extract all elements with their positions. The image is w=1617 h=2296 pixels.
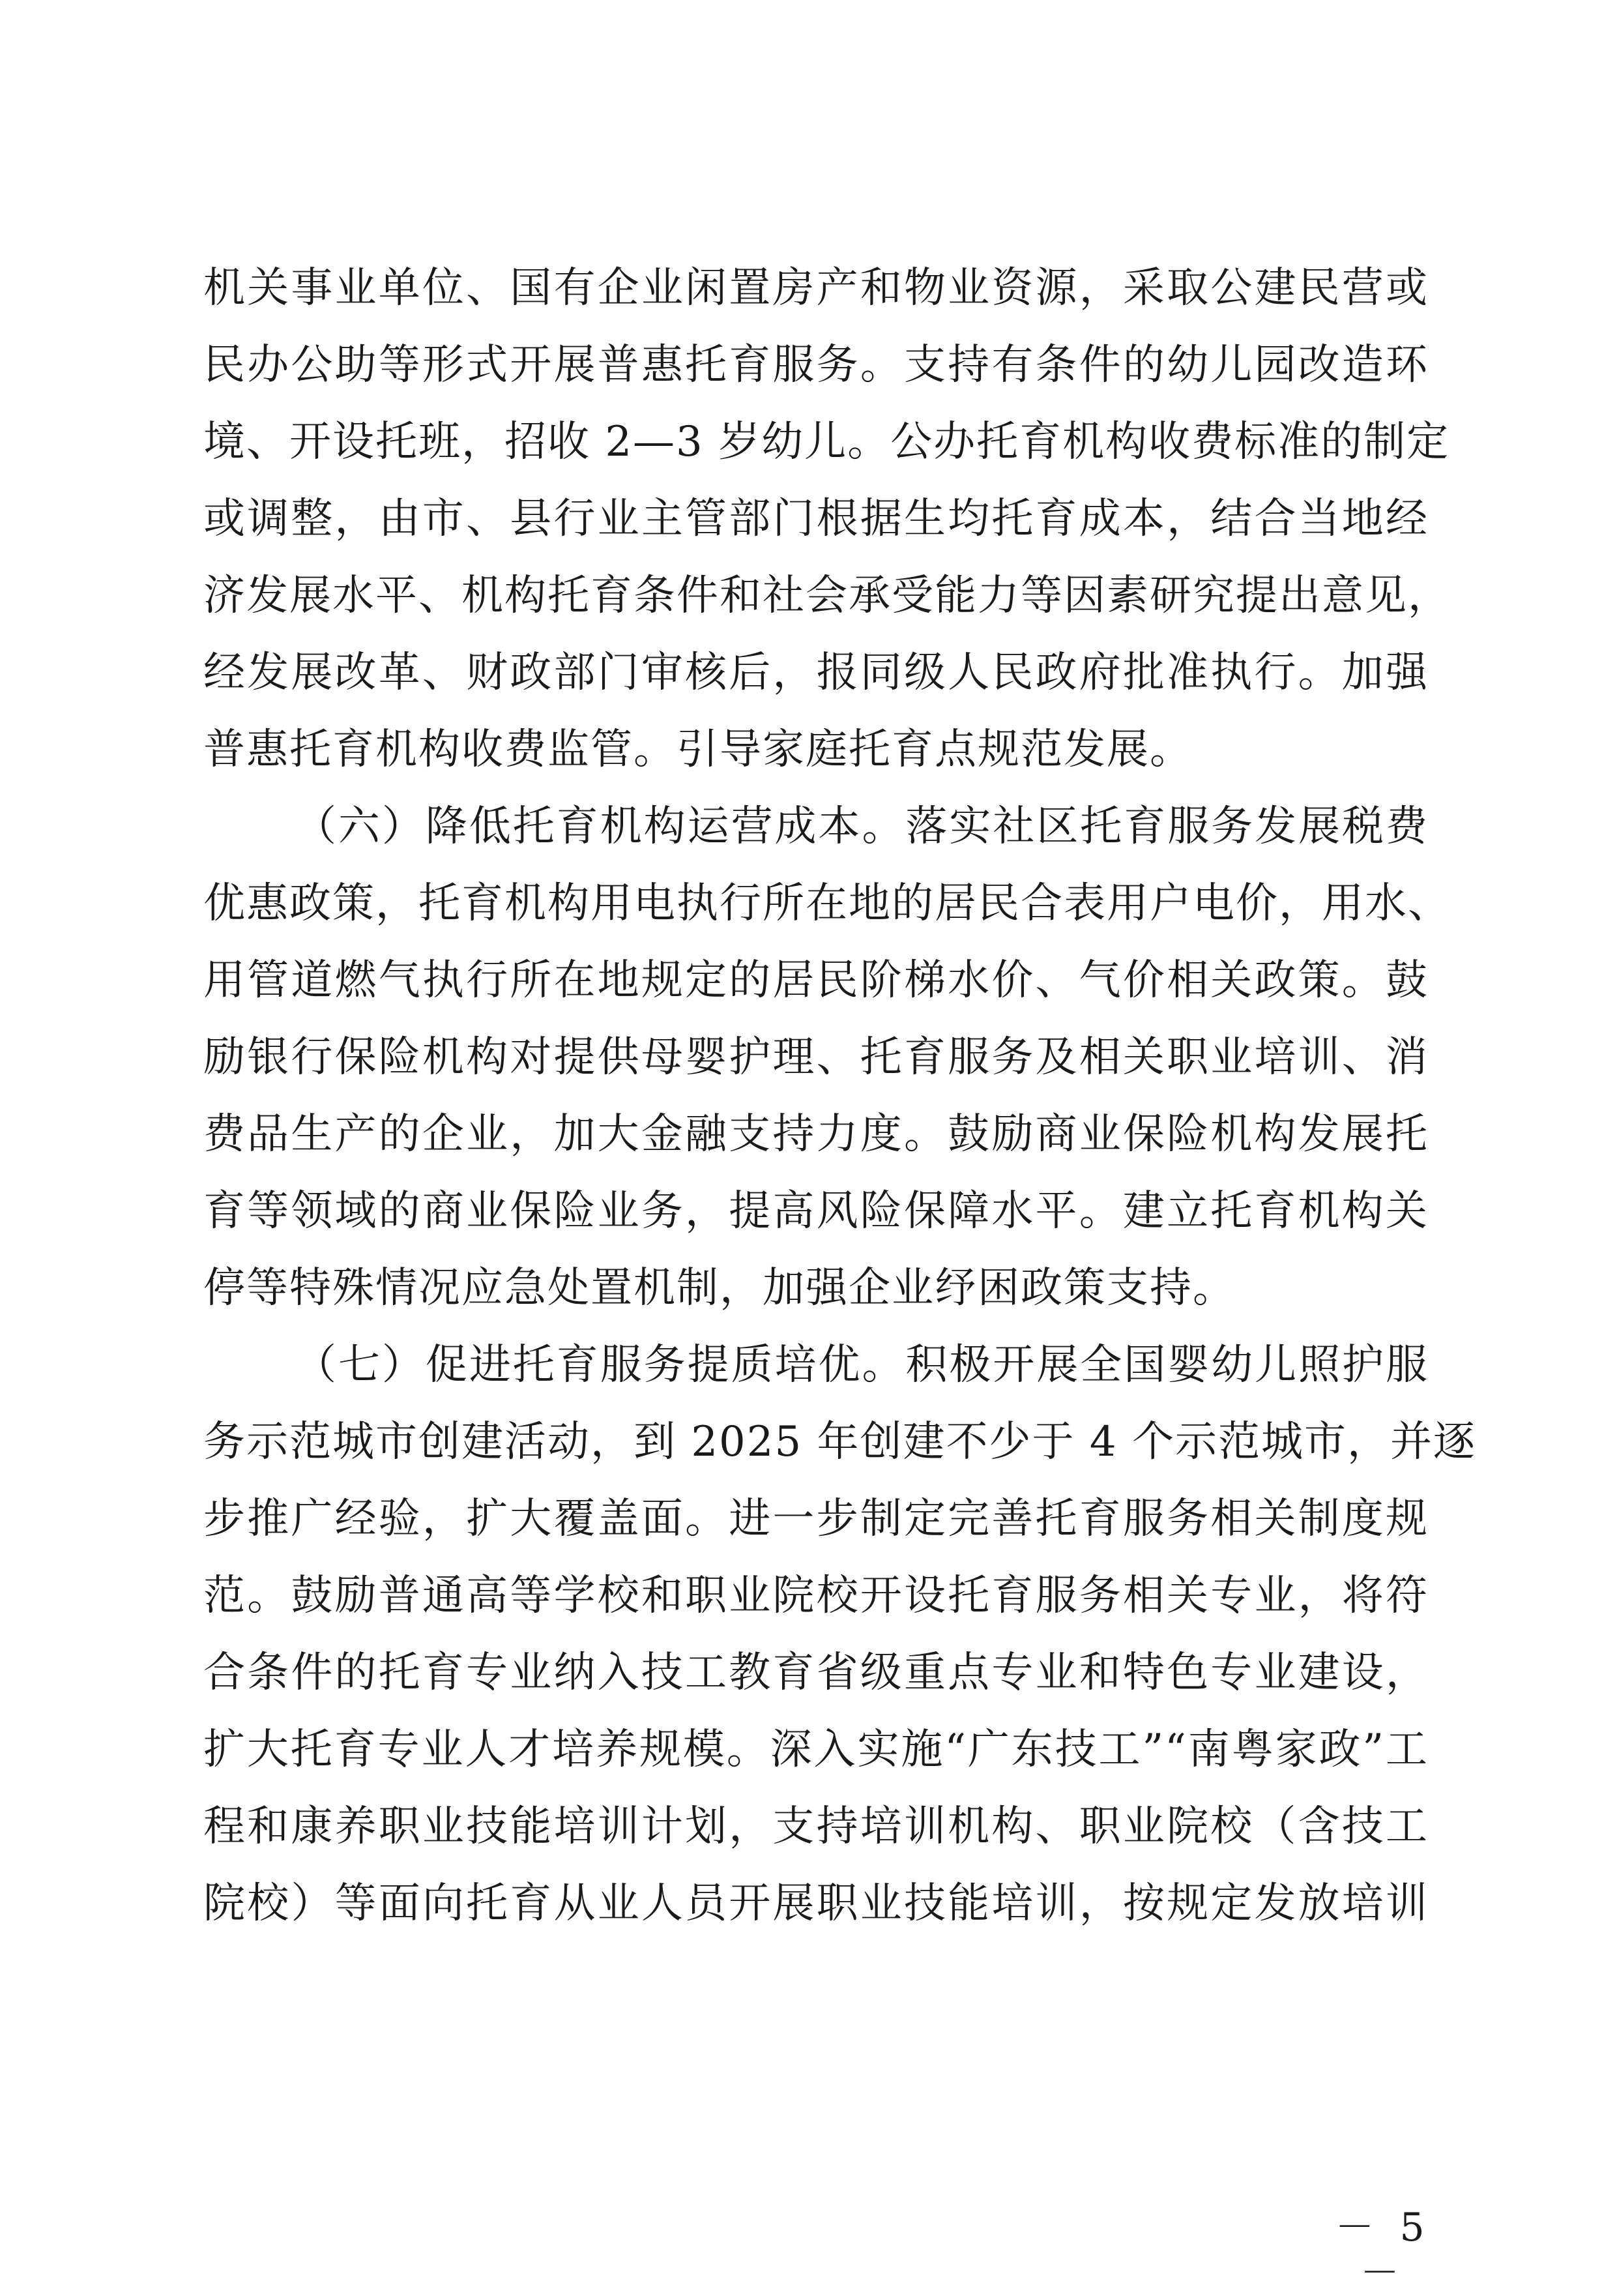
text-line: 务示范城市创建活动，到 2025 年创建不少于 4 个示范城市，并逐: [203, 1418, 1476, 1466]
text-line: 范。鼓励普通高等学校和职业院校开设托育服务相关专业，将符: [203, 1572, 1429, 1620]
text-line: 程和康养职业技能培训计划，支持培训机构、职业院校（含技工: [203, 1803, 1429, 1851]
text-line: 扩大托育专业人才培养规模。深入实施“广东技工”“南粤家政”工: [203, 1726, 1429, 1774]
text-line: 合条件的托育专业纳入技工教育省级重点专业和特色专业建设，: [203, 1649, 1429, 1697]
text-line: 经发展改革、财政部门审核后，报同级人民政府批准执行。加强: [203, 649, 1429, 697]
text-line: 励银行保险机构对提供母婴护理、托育服务及相关职业培训、消: [203, 1033, 1429, 1082]
body-text: [203, 250, 1476, 1942]
text-line: 民办公助等形式开展普惠托育服务。支持有条件的幼儿园改造环: [203, 341, 1429, 389]
text-line: 济发展水平、机构托育条件和社会承受能力等因素研究提出意见，: [203, 572, 1451, 620]
section-7-heading-line: （七）促进托育服务提质培优。积极开展全国婴幼儿照护服: [295, 1341, 1429, 1389]
text-line: 普惠托育机构收费监管。引导家庭托育点规范发展。: [203, 726, 1193, 774]
text-line: 费品生产的企业，加大金融支持力度。鼓励商业保险机构发展托: [203, 1110, 1429, 1158]
text-line: 境、开设托班，招收 2—3 岁幼儿。公办托育机构收费标准的制定: [203, 418, 1450, 466]
text-line: 用管道燃气执行所在地规定的居民阶梯水价、气价相关政策。鼓: [203, 956, 1429, 1005]
text-line: 机关事业单位、国有企业闲置房产和物业资源，采取公建民营或: [203, 264, 1429, 312]
text-line: 停等特殊情况应急处置机制，加强企业纾困政策支持。: [203, 1264, 1236, 1312]
text-line: 育等领域的商业保险业务，提高风险保障水平。建立托育机构关: [203, 1187, 1429, 1235]
text-line: 或调整，由市、县行业主管部门根据生均托育成本，结合当地经: [203, 495, 1429, 543]
text-line: 优惠政策，托育机构用电执行所在地的居民合表用户电价，用水、: [203, 879, 1451, 928]
page-number: － 5 －: [1335, 2205, 1431, 2296]
text-line: 步推广经验，扩大覆盖面。进一步制定完善托育服务相关制度规: [203, 1495, 1429, 1543]
text-line: 院校）等面向托育从业人员开展职业技能培训，按规定发放培训: [203, 1879, 1429, 1928]
section-6-heading-line: （六）降低托育机构运营成本。落实社区托育服务发展税费: [295, 802, 1429, 851]
